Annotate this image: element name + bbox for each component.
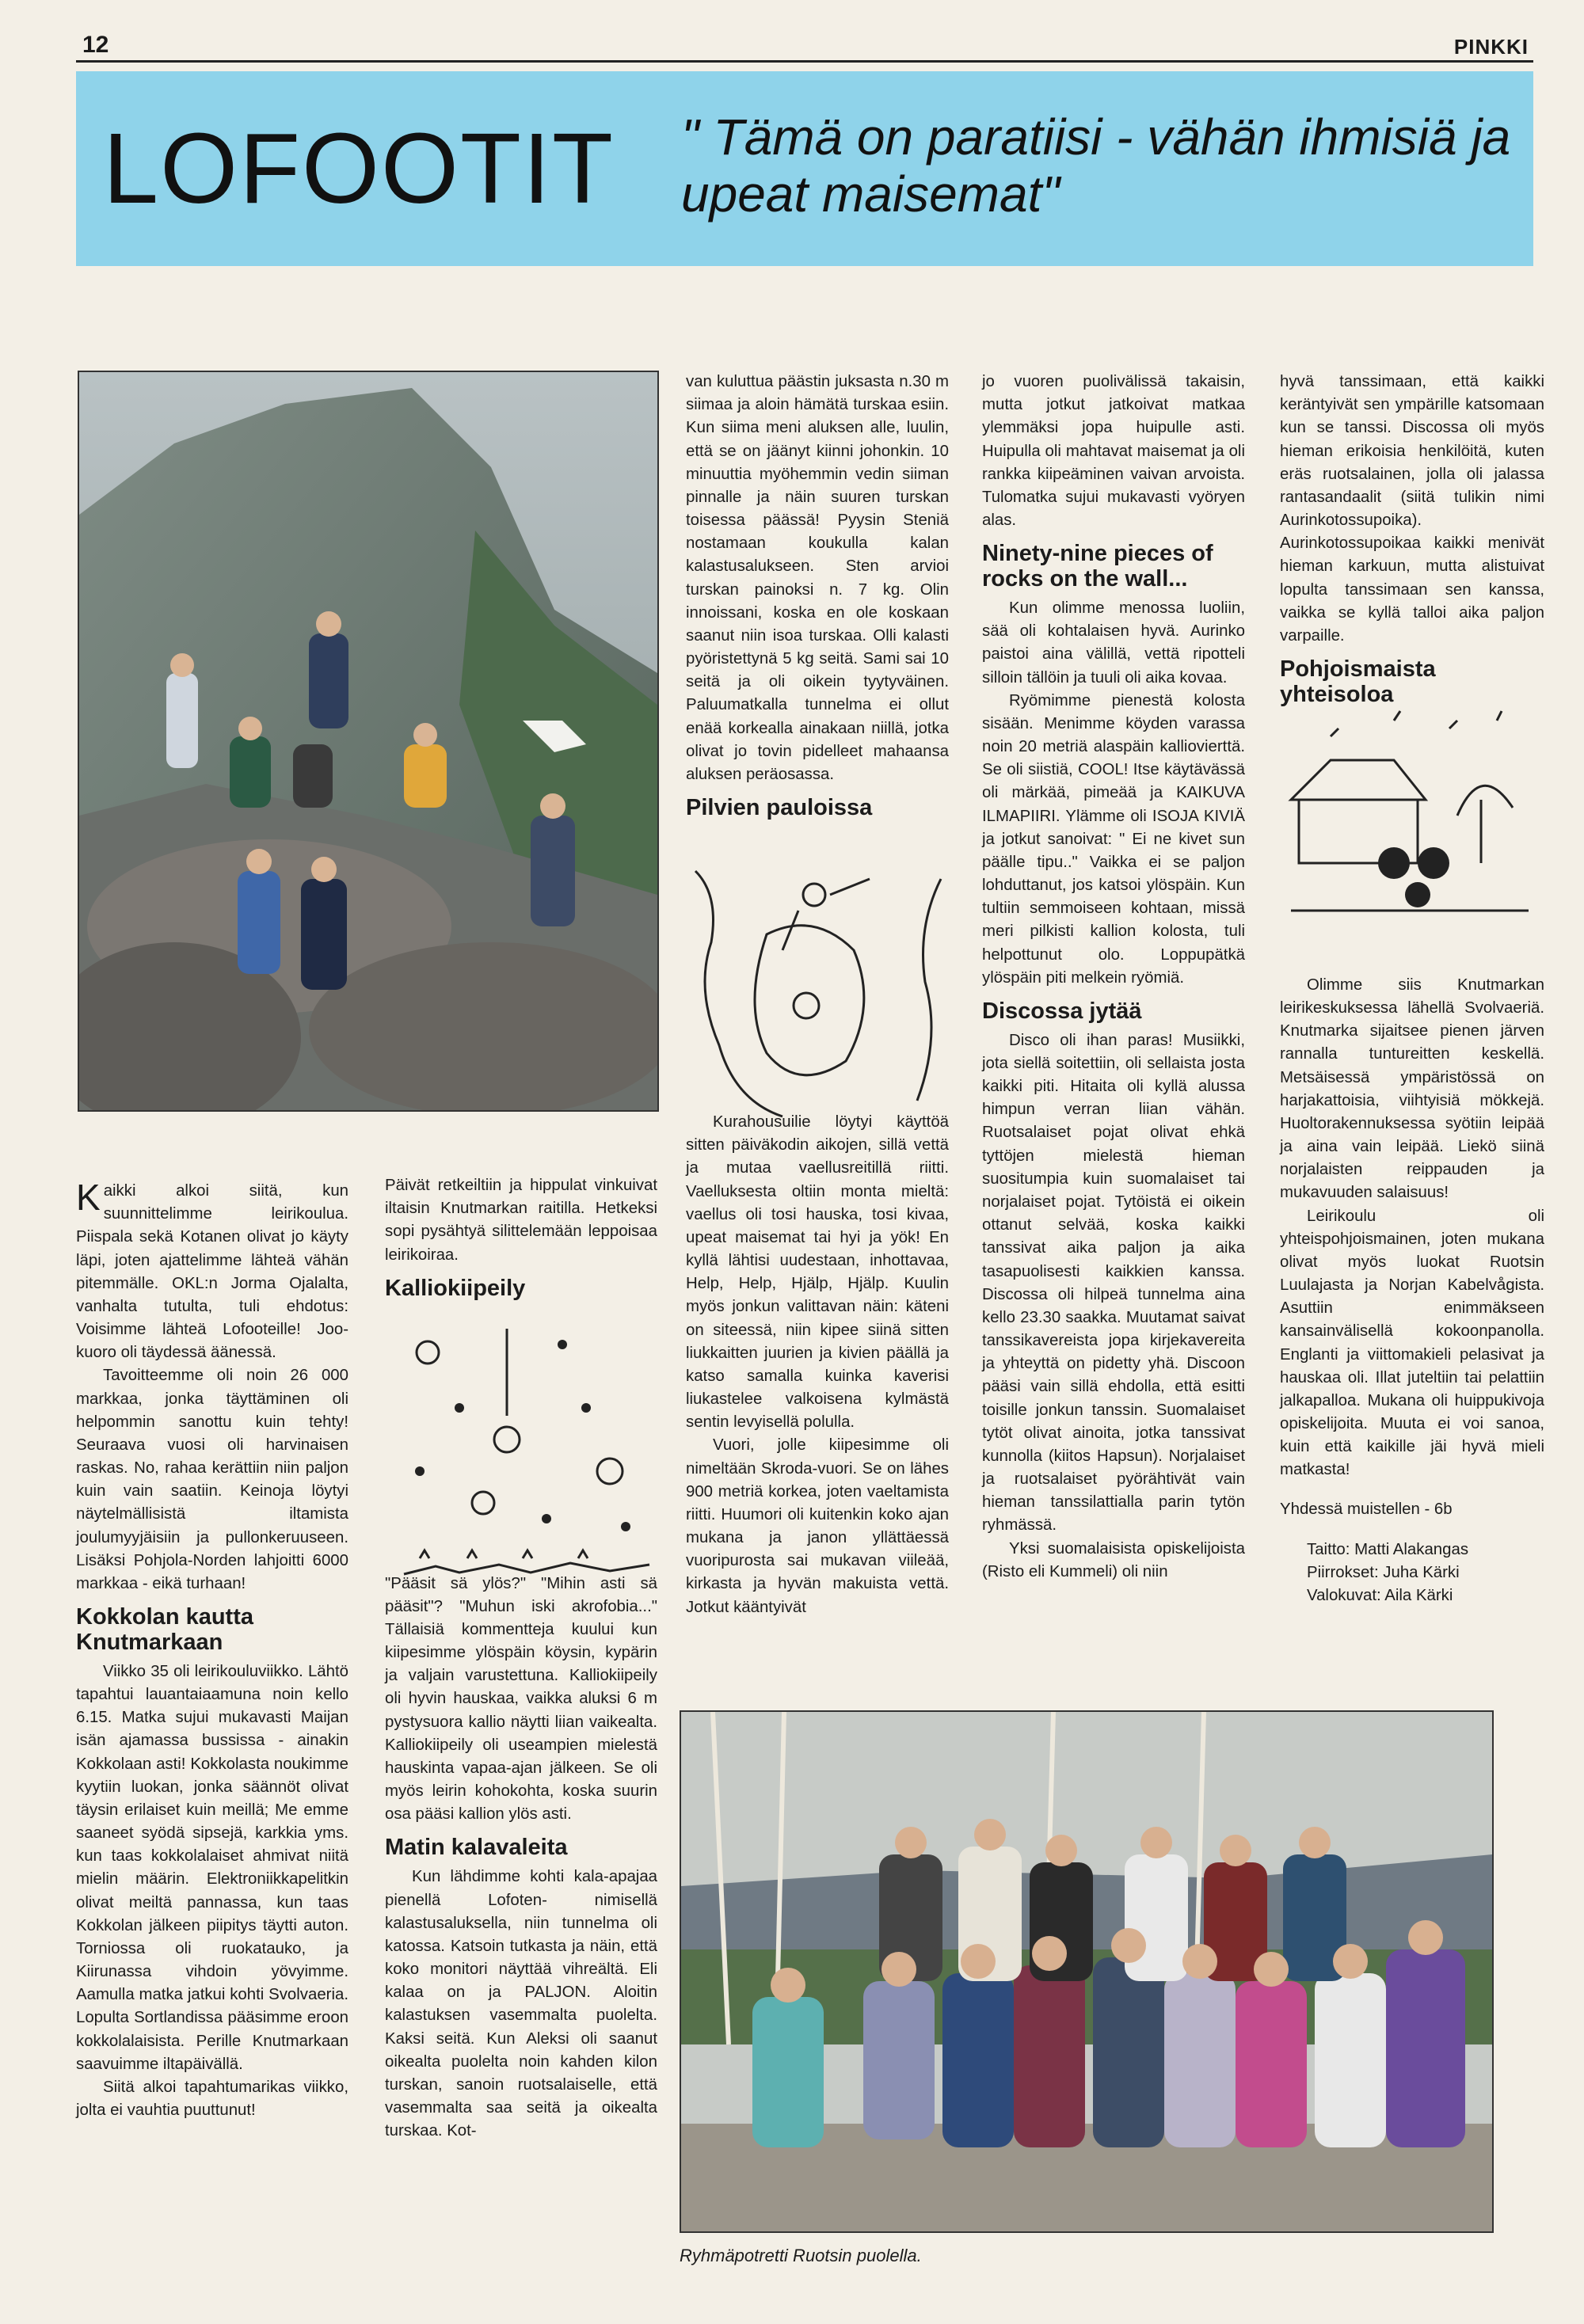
- group-photo-image: [681, 1712, 1492, 2231]
- paragraph: Vuori, jolle kiipesimme oli nimeltään Skroda-vuori. Se on lähes 900 metriä korkea, joten vaeltamista riitti. Huumori oli kuitenkin koko ajan mukana ja janon yllättäessä vuoripurosta sai mukavan viileää, kirkasta ja hyvän makuista vettä. Jotkut kääntyivät: [686, 1436, 949, 1616]
- column-3: [686, 371, 949, 1619]
- paragraph: Disco oli ihan paras! Musiikki, jota siellä soitettiin, oli sellaista josta kaikki piti. Hitaita oli kyllä alussa himpun verran liian vähän. Ruotsalaiset pojat olivat ehkä tyttöjen mielestä hieman suositumpia kuin suomalaiset tai norjalaiset pojat. Tytöistä ei oikein ottanut selvää, koska kaikki tanssivat aika paljon ja aika tasapuolisesti kaikkien kanssa. Discossa oli hilpeä tunnelma aina kello 23.30 saakka. Muutamat saivat tanssikavereista jopa kirjekavereita ja yhteyttä on pidetty yhä. Discoon pääsi vain sillä ehdolla, että esitti toisille jonkun tanssin. Suomalaiset tytöt olivat ainoita, jotka tanssivat kunnolla (kiitos Hapsun). Norjalaiset ja ruotsalaiset pyörähtivät vain hieman tanssilattialla parin tytön ryhmässä.: [982, 1031, 1245, 1535]
- mountain-photo-image: [79, 372, 657, 1110]
- section-heading: Ninety-nine pieces of rocks on the wall...: [982, 541, 1213, 592]
- group-photo-caption: Ryhmäpotretti Ruotsin puolella.: [680, 2246, 922, 2265]
- drawing-spacer: [385, 1307, 657, 1573]
- signature: Yhdessä muistellen - 6b: [1280, 1500, 1453, 1518]
- paragraph: van kuluttua päästin juksasta n.30 m siimaa ja aloin hämätä turskaa esiin. Kun siima meni aluksen alle, luulin, että se on jäänyt kiinni johonkin. 10 minuuttia myöhemmin vedin siiman pinnalle ja näin suuren turskan toisessa päässä! Pyysin Steniä nostamaan koukulla kalan kalastusalukseen. Sten arvioi turskan painoksi n. 7 kg. Olin innoissani, koska en ole koskaan saanut niin isoa turskaa. Olli kalasti pyöristettynä 5 kg seitä. Sami sai 10 seitä ja oli oikein tyytyväinen. Paluumatkalla tunnelma ei ollut enää korkealla ainakaan niillä, jotka olivat jo tovin pidelleet mahaansa aluksen peräosassa.: [686, 373, 949, 783]
- page-title: LOFOOTIT: [103, 112, 615, 224]
- paragraph: Olimme siis Knutmarkan leirikeskuksessa lähellä Svolvaeriä. Knutmarka sijaitsee pienen järven rannalla tuntureitten keskellä. Metsäisessä ympäristössä on harjakattoisia, viihtyisiä mökkejä. Huoltorakennuksessa syötiin leipää ja aina vain leipää. Liekö siinä norjalaisten reippauden ja mukavuuden salaisuus!: [1280, 976, 1544, 1202]
- credit-layout: Taitto: Matti Alakangas: [1307, 1540, 1469, 1558]
- paragraph: Päivät retkeiltiin ja hippulat vinkuivat iltaisin Knutmarkan raitilla. Hetkeksi sopi pysähtyä silittelemään leppoisaa leirikoiraa.: [385, 1177, 657, 1264]
- paragraph: Kun olimme menossa luoliin, sää oli kohtalaisen hyvä. Aurinko paistoi aina välillä, vettä ripotteli silloin tällöin ja tuuli oli aika kovaa.: [982, 599, 1245, 687]
- credit-photos: Valokuvat: Aila Kärki: [1307, 1587, 1453, 1605]
- mountain-group-photo: [78, 371, 659, 1112]
- section-heading: Pohjoismaista yhteisoloa: [1280, 656, 1436, 707]
- paragraph: Tavoitteemme oli noin 26 000 markkaa, jonka täyttäminen oli helpommin sanottu kuin tehty! Seuraava vuosi oli harvinaisen raskas. No, rahaa kerättiin niin paljon kuin vain saatiin. Keinoja löytyi näytelmällisistä iltamista joulumyyjäisiin ja pullonkeruuseen. Lisäksi Pohjola-Norden lahjoitti 6000 markkaa - eikä turhaan!: [76, 1367, 348, 1592]
- section-heading: Matin kalavaleita: [385, 1835, 568, 1861]
- section-heading: Kalliokiipeily: [385, 1275, 526, 1301]
- paragraph: Kun lähdimme kohti kala-apajaa pienellä Lofoten- nimisellä kalastusaluksella, niin tunnelma oli katossa. Katsoin tutkasta ja näin, että koko monitori näyttää vihreältä. Eli kalaa on ja PALJON. Aloitin kalastuksen vasemmalta puolelta. Kaksi seitä. Kun Aleksi oli saanut oikealta puolelta noin kahden kilon turskan, sanoin ruotsalaiselle, että vasemmalta saa seitä ja oikealta turskaa. Kot-: [385, 1868, 657, 2140]
- paragraph: hyvä tanssimaan, että kaikki keräntyivät sen ympärille katsomaan kun se tanssi. Discossa oli myös hieman erikoisia henkilöitä, kuten eräs ruotsalainen, jolla oli jalassa rantasandaalit (siitä tulikin nimi Aurinkotossupoika). Aurinkotossupoikaa kaikki menivät hieman karkuun, mutta alistuivat lopulta tanssimaan sen kanssa, vaikka se kyllä talloi aika paljon varpaille.: [1280, 373, 1544, 645]
- group-portrait-photo: [680, 1710, 1494, 2233]
- header-rule: [76, 60, 1533, 63]
- column-5: [1280, 371, 1544, 1607]
- page-subtitle: " Tämä on paratiisi - vähän ihmisiä ja upeat maisemat": [681, 108, 1511, 223]
- paragraph: Viikko 35 oli leirikouluviikko. Lähtö tapahtui lauantaiaamuna noin kello 6.15. Matka sujui mukavasti Maijan isän ajamassa bussissa - ainakin Kokkolaan asti! Kokkolasta noukimme kyytiin luokan, jonka säännöt olivat täysin erilaiset kuin meillä; Me emme saaneet syödä sipsejä, karkkia yms. kun taas kokkolalaiset ahmivat niitä mielin määrin. Elektroniikkapelitkin olivat meiltä pannassa, kun taas Kokkolan jälkeen piipitys täytti auton. Torniossa oli ruokatauko, ja Kiirunassa vihdoin yövyimme. Aamulla matka jatkui kohti Svolvaeria. Lopulta Sortlandissa pääsimme eroon kokkolalaisista. Perille Knutmarkaan saavuimme iltapäivällä.: [76, 1662, 348, 2073]
- paragraph: Leirikoulu oli yhteispohjoismainen, joten mukana olivat myös luokat Ruotsin Luulajasta ja Norjan Kabelvågista. Asuttiin enimmäkseen kansainvälisellä kokoonpanolla. Englanti ja viittomakieli pelasivat ja hauskaa oli. Illat juteltiin tai pelattiin jalkapalloa. Mukana oli huippukivoja opiskelijoita. Muuta ei voi sanoa, kuin että kaikille jäi hyvä mieli matkasta!: [1280, 1207, 1544, 1479]
- section-heading: Pilvien pauloissa: [686, 795, 873, 821]
- credit-drawings: Piirrokset: Juha Kärki: [1307, 1563, 1460, 1581]
- section-heading: Discossa jytää: [982, 998, 1142, 1024]
- drop-cap: K: [76, 1177, 101, 1218]
- drawing-spacer: [686, 826, 949, 1111]
- paragraph: jo vuoren puolivälissä takaisin, mutta jotkut jatkoivat matkaa ylemmäksi jopa huipulle asti. Huipulla oli mahtavat maisemat ja oli rankka kiipeäminen vaivan arvoista. Tulomatka sujui mukavasti vyöryen alas.: [982, 373, 1245, 530]
- paragraph: Siitä alkoi tapahtumarikas viikko, jolta ei vauhtia puuttunut!: [76, 2078, 348, 2120]
- paragraph: Kurahousuilie löytyi käyttöä sitten päiväkodin aikojen, sillä vettä ja mutaa vaellusreitillä riitti. Vaelluksesta oltiin monta mieltä: vaellus oli tosi hauska, tosi kivaa, upeat maisemat tai hyi ja yök! En kyllä lähtisi uudestaan, inhottavaa, Help, Help, Hjälp, Hjälp. Kuulin myös jonkun valittavan näin: käteni on siteessä, niin kipee siinä sitten liukkaitten juurien ja kivien päällä ja katso samalla kuinka kaverisi liukastelee valkoisena kylmästä sentin levyisellä polulla.: [686, 1113, 949, 1432]
- drawing-spacer: [1280, 713, 1544, 974]
- column-2: [385, 1174, 657, 2143]
- paragraph: Yksi suomalaisista opiskelijoista (Risto eli Kummeli) oli niin: [982, 1539, 1245, 1580]
- page-number: 12: [82, 32, 109, 58]
- intro-text: aikki alkoi siitä, kun suunnittelimme leirikoulua. Piispala sekä Kotanen olivat jo käyty läpi, joten ajattelimme lähteä vähän pitemmälle. OKL:n Jorma Ojalalta, vanhalta tutulta, tuli ehdotus: Voisimme lähteä Lofooteille! Joo-kuoro oli täydessä äänessä.: [76, 1182, 348, 1362]
- section-heading: Kokkolan kautta Knutmarkaan: [76, 1604, 253, 1655]
- intro-paragraph: [76, 1177, 348, 1364]
- paragraph: "Pääsit sä ylös?" "Mihin asti sä pääsit"? "Muhun iski akrofobia..." Tällaisiä kommentteja kuului kun kiipesimme ylöspäin köysin, kypärin ja valjain varustettuna. Kalliokiipeily oli hyvin hauskaa, vaikka aluksi 6 m pystysuora kallio näytti liian vaikealta. Kalliokiipeily oli useampien mielestä hauskinta vapaa-ajan jälkeen. Se oli myös leirin kohokohta, koska suurin osa pääsi kallion ylös asti.: [385, 1574, 657, 1824]
- publication-name: PINKKI: [1453, 35, 1529, 59]
- paragraph: Ryömimme pienestä kolosta sisään. Menimme köyden varassa noin 20 metriä alaspäin kalliovierttä. Se oli siistiä, COOL! Itse käytävässä oli märkää, pimeää ja KAIKUVA ILMAPIIRI. Ylämme oli ISOJA KIVIÄ ja jotkut sanoivat: " Ei ne kivet sun päälle tipu.." Vaikka ei se paljon lohduttanut, jos katsoi ylöspäin. Kun tultiin semmoiseen kohtaan, missä meri pilkisti kallion kolosta, tuli helpottunut olo. Loppupätkä ylöspäin piti melkein ryömiä.: [982, 691, 1245, 987]
- column-4: [982, 371, 1245, 1584]
- column-1: [76, 1177, 348, 2122]
